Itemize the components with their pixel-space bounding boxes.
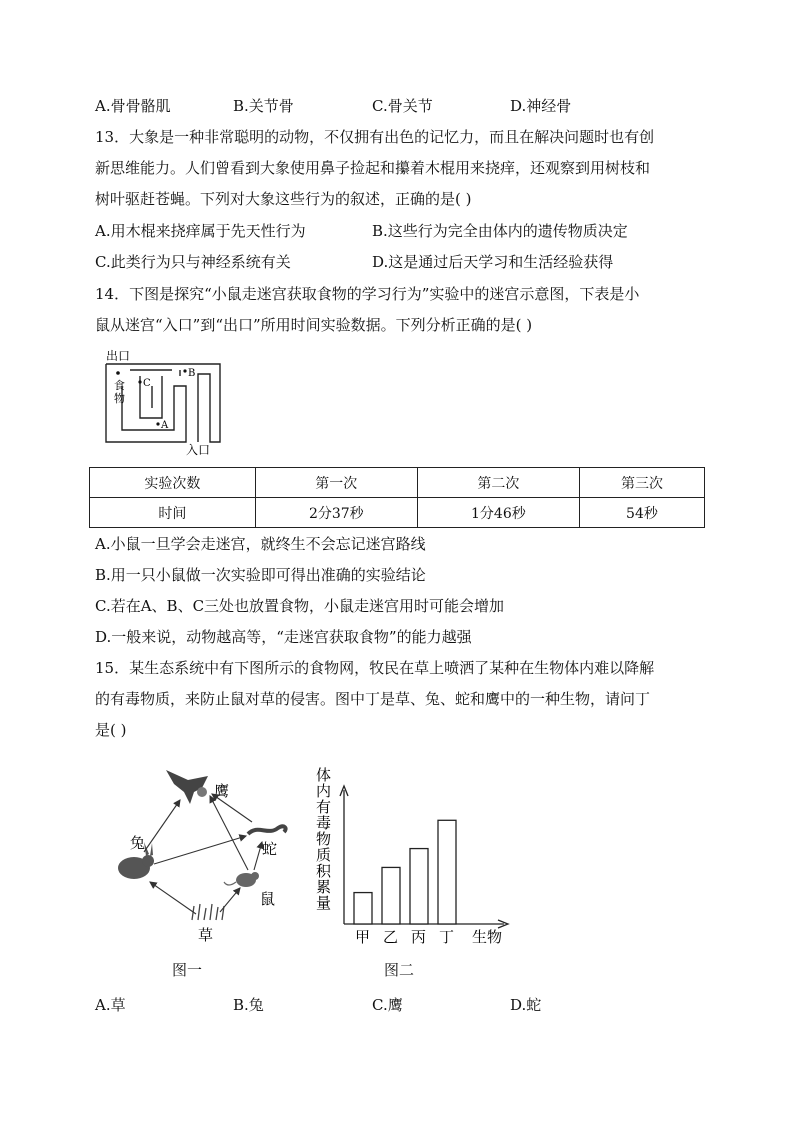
- figure1-caption: 图一: [172, 961, 203, 979]
- q14-option-d[interactable]: D.一般来说，动物越高等，“走迷宫获取食物”的能力越强: [95, 628, 472, 646]
- q14-text-line-2: 鼠从迷宫“入口”到“出口”所用时间实验数据。下列分析正确的是( ): [95, 316, 533, 334]
- maze-entry-label: 入口: [186, 443, 211, 457]
- maze-food-label-2: 物: [114, 392, 125, 405]
- rabbit-label: 兔: [130, 834, 146, 852]
- q13-text-line-2: 新思维能力。人们曾看到大象使用鼻子捡起和攥着木棍用来挠痒，还观察到用树枝和: [95, 159, 651, 177]
- q14-option-c[interactable]: C.若在A、B、C三处也放置食物，小鼠走迷宫用时可能会增加: [95, 597, 505, 615]
- q12-option-c[interactable]: C.骨关节: [372, 97, 433, 115]
- table-cell: 1分46秒: [417, 498, 579, 528]
- food-dot: [116, 371, 120, 375]
- x-tick-label: 丙: [411, 928, 427, 946]
- x-tick-label: 甲: [355, 928, 371, 946]
- maze-food-label-1: 食: [114, 379, 125, 392]
- q15-option-c[interactable]: C.鹰: [372, 996, 403, 1014]
- y-label-char: 量: [316, 894, 332, 912]
- y-label-char: 积: [316, 862, 332, 880]
- q12-option-a[interactable]: A.骨骨骼肌: [95, 97, 171, 115]
- point-b-dot: [183, 369, 186, 372]
- eagle-icon: [166, 770, 208, 804]
- y-label-char: 有: [316, 798, 332, 816]
- bar-4: [438, 820, 456, 924]
- figure2-caption: 图二: [384, 961, 415, 979]
- maze-exit-label: 出口: [106, 349, 131, 363]
- chart-bars: [354, 820, 456, 924]
- table-cell: 54秒: [579, 498, 704, 528]
- experiment-table: [89, 467, 705, 528]
- y-label-char: 物: [316, 830, 332, 848]
- maze-point-b: B: [188, 368, 196, 379]
- grass-label: 草: [198, 926, 214, 944]
- table-header-cell: 实验次数: [90, 468, 256, 498]
- toxin-bar-chart: [312, 764, 512, 950]
- y-label-char: 内: [316, 782, 332, 800]
- table-header-cell: 第三次: [579, 468, 704, 498]
- bar-3: [410, 849, 428, 924]
- q15-option-d[interactable]: D.蛇: [510, 996, 542, 1014]
- q15-text-line-3: 是( ): [95, 721, 127, 739]
- table-cell: 时间: [90, 498, 256, 528]
- snake-icon: [248, 826, 286, 834]
- q13-option-a[interactable]: A.用木棍来挠痒属于先天性行为: [95, 222, 306, 240]
- y-label-char: 质: [316, 846, 332, 864]
- grass-icon: [192, 904, 224, 920]
- x-tick-label: 丁: [439, 928, 455, 946]
- chart-xlabel: 生物: [472, 928, 503, 946]
- point-a-dot: [156, 422, 159, 425]
- q15-text-line-1: 15．某生态系统中有下图所示的食物网，牧民在草上喷洒了某种在生物体内难以降解: [95, 659, 655, 677]
- maze-point-a: A: [161, 420, 169, 431]
- food-web-arrows: [144, 794, 262, 914]
- bar-2: [382, 867, 400, 924]
- point-c-dot: [138, 380, 141, 383]
- table-header-cell: 第二次: [417, 468, 579, 498]
- q15-option-a[interactable]: A.草: [95, 996, 126, 1014]
- y-label-char: 体: [316, 766, 332, 784]
- table-header-row: [90, 468, 705, 498]
- q15-option-b[interactable]: B.兔: [233, 996, 264, 1014]
- y-label-char: 累: [316, 878, 332, 896]
- q14-option-b[interactable]: B.用一只小鼠做一次实验即可得出准确的实验结论: [95, 566, 426, 584]
- q14-text-line-1: 14．下图是探究“小鼠走迷宫获取食物的学习行为”实验中的迷宫示意图，下表是小: [95, 285, 640, 303]
- chart-xticks: [355, 928, 454, 946]
- q12-option-d[interactable]: D.神经骨: [510, 97, 572, 115]
- maze-point-c: C: [143, 378, 151, 389]
- maze-diagram: [100, 346, 230, 458]
- q13-option-b[interactable]: B.这些行为完全由体内的遗传物质决定: [372, 222, 628, 240]
- q15-text-line-2: 的有毒物质，来防止鼠对草的侵害。图中丁是草、兔、蛇和鹰中的一种生物，请问丁: [95, 690, 651, 708]
- table-header-cell: 第一次: [255, 468, 417, 498]
- eagle-label: 鹰: [214, 782, 230, 800]
- table-row: [90, 498, 705, 528]
- chart-ylabel: [316, 766, 332, 912]
- x-tick-label: 乙: [383, 928, 399, 946]
- q13-option-c[interactable]: C.此类行为只与神经系统有关: [95, 253, 291, 271]
- q13-option-d[interactable]: D.这是通过后天学习和生活经验获得: [372, 253, 614, 271]
- food-web-diagram: [108, 762, 310, 948]
- q13-text-line-1: 13．大象是一种非常聪明的动物，不仅拥有出色的记忆力，而且在解决问题时也有创: [95, 128, 655, 146]
- q14-option-a[interactable]: A.小鼠一旦学会走迷宫，就终生不会忘记迷宫路线: [95, 535, 426, 553]
- mouse-label: 鼠: [260, 890, 276, 908]
- bar-1: [354, 893, 372, 924]
- snake-label: 蛇: [262, 840, 278, 858]
- mouse-icon: [224, 872, 259, 887]
- y-label-char: 毒: [316, 814, 332, 832]
- q13-text-line-3: 树叶驱赶苍蝇。下列对大象这些行为的叙述，正确的是( ): [95, 190, 472, 208]
- q12-option-b[interactable]: B.关节骨: [233, 97, 294, 115]
- table-cell: 2分37秒: [255, 498, 417, 528]
